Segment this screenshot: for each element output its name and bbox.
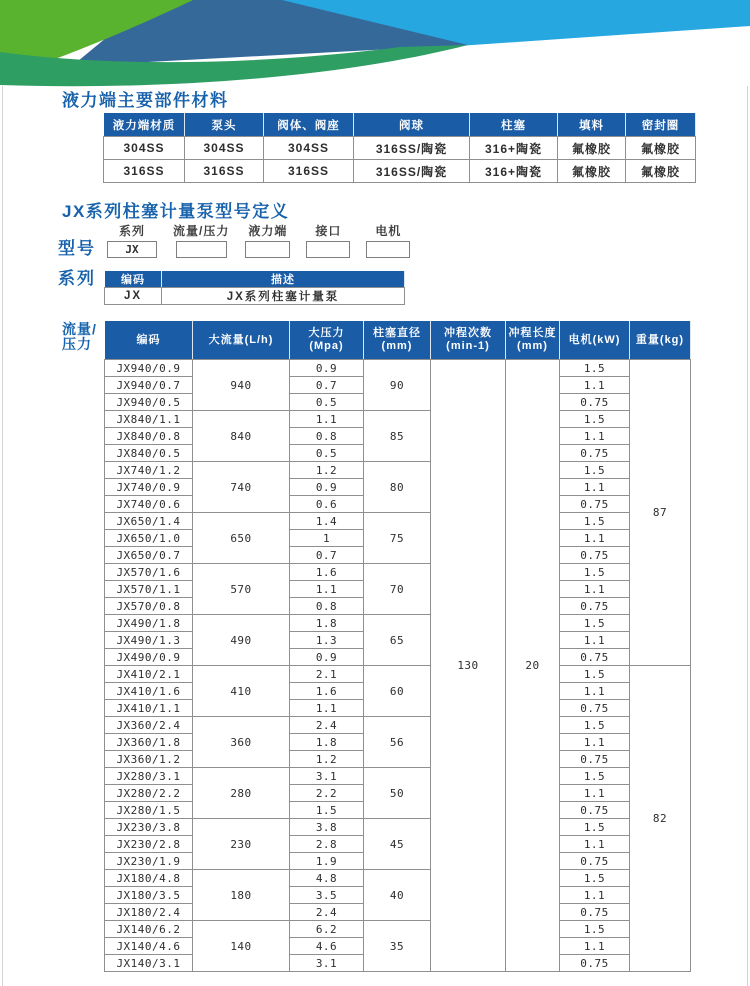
pump-code-cell: JX940/0.9 <box>105 360 193 377</box>
materials-cell: 316+陶瓷 <box>470 160 558 183</box>
motor-power-cell: 1.1 <box>560 530 630 547</box>
header-decoration-graphic <box>0 0 750 88</box>
plunger-diameter-cell: 50 <box>364 768 431 819</box>
flow-header-cell <box>630 321 691 360</box>
max-pressure-cell: 1.1 <box>290 581 364 598</box>
flow-data-row <box>105 870 691 887</box>
flow-header-line2: (min-1) <box>446 340 490 352</box>
plunger-diameter-cell: 65 <box>364 615 431 666</box>
pump-code-cell: JX840/0.5 <box>105 445 193 462</box>
materials-data-row <box>104 137 696 160</box>
max-pressure-cell: 2.4 <box>290 717 364 734</box>
model-field-box <box>366 241 410 258</box>
pump-code-cell: JX280/2.2 <box>105 785 193 802</box>
flow-data-row <box>105 921 691 938</box>
model-field-box <box>245 241 290 258</box>
plunger-diameter-cell: 35 <box>364 921 431 972</box>
materials-data-row <box>104 160 696 183</box>
motor-power-cell: 0.75 <box>560 598 630 615</box>
motor-power-cell: 1.1 <box>560 428 630 445</box>
max-pressure-cell: 0.8 <box>290 428 364 445</box>
materials-cell: 氟橡胶 <box>626 137 696 160</box>
flow-header-cell <box>193 321 290 360</box>
model-field-box: JX <box>107 241 157 258</box>
materials-header-cell: 泵头 <box>185 113 264 137</box>
max-pressure-cell: 1.6 <box>290 683 364 700</box>
weight-cell: 82 <box>630 666 691 972</box>
pump-code-cell: JX740/0.6 <box>105 496 193 513</box>
model-field <box>245 222 290 258</box>
plunger-diameter-cell: 60 <box>364 666 431 717</box>
max-pressure-cell: 1.2 <box>290 751 364 768</box>
max-pressure-cell: 1.8 <box>290 734 364 751</box>
pump-code-cell: JX140/4.6 <box>105 938 193 955</box>
max-flow-cell: 280 <box>193 768 290 819</box>
flow-header-cell <box>506 321 560 360</box>
flow-header-line1: 编码 <box>136 333 161 346</box>
flow-data-row <box>105 819 691 836</box>
materials-table <box>103 112 696 183</box>
page-left-edge-line <box>2 86 3 986</box>
pump-code-cell: JX140/3.1 <box>105 955 193 972</box>
series-header-description: 描述 <box>162 271 405 288</box>
model-field-label: 液力端 <box>248 224 288 238</box>
model-field <box>107 222 157 258</box>
pump-code-cell: JX570/0.8 <box>105 598 193 615</box>
model-code-diagram <box>58 222 426 258</box>
flow-pressure-table <box>104 320 691 972</box>
max-pressure-cell: 0.9 <box>290 360 364 377</box>
motor-power-cell: 0.75 <box>560 547 630 564</box>
max-pressure-cell: 1.9 <box>290 853 364 870</box>
max-pressure-cell: 1.5 <box>290 802 364 819</box>
max-pressure-cell: 0.9 <box>290 479 364 496</box>
max-flow-cell: 490 <box>193 615 290 666</box>
model-field-box <box>176 241 227 258</box>
pump-code-cell: JX230/3.8 <box>105 819 193 836</box>
materials-header-cell: 阀球 <box>354 113 470 137</box>
max-pressure-cell: 0.8 <box>290 598 364 615</box>
motor-power-cell: 1.5 <box>560 717 630 734</box>
flow-header-cell <box>431 321 506 360</box>
pump-code-cell: JX360/1.2 <box>105 751 193 768</box>
motor-power-cell: 0.75 <box>560 496 630 513</box>
max-pressure-cell: 0.5 <box>290 394 364 411</box>
pump-code-cell: JX840/0.8 <box>105 428 193 445</box>
max-pressure-cell: 4.8 <box>290 870 364 887</box>
series-header-code: 编码 <box>105 271 162 288</box>
flow-header-line1: 冲程次数 <box>444 327 492 339</box>
flow-data-row <box>105 411 691 428</box>
flow-header-line1: 大流量(L/h) <box>208 333 274 346</box>
max-pressure-cell: 0.6 <box>290 496 364 513</box>
flow-label-line1: 流量/ <box>62 321 97 337</box>
flow-header-cell <box>105 321 193 360</box>
pump-code-cell: JX280/1.5 <box>105 802 193 819</box>
max-pressure-cell: 1.1 <box>290 411 364 428</box>
series-code-cell: JX <box>105 288 162 305</box>
max-pressure-cell: 1.1 <box>290 700 364 717</box>
flow-header-line1: 重量(kg) <box>635 333 685 346</box>
materials-cell: 氟橡胶 <box>558 160 626 183</box>
materials-cell: 氟橡胶 <box>558 137 626 160</box>
max-flow-cell: 650 <box>193 513 290 564</box>
pump-code-cell: JX180/4.8 <box>105 870 193 887</box>
max-pressure-cell: 0.7 <box>290 377 364 394</box>
motor-power-cell: 1.5 <box>560 768 630 785</box>
max-flow-cell: 360 <box>193 717 290 768</box>
weight-cell: 87 <box>630 360 691 666</box>
model-field-label: 接口 <box>315 224 342 238</box>
max-flow-cell: 940 <box>193 360 290 411</box>
pump-code-cell: JX650/1.4 <box>105 513 193 530</box>
flow-data-row <box>105 360 691 377</box>
max-flow-cell: 230 <box>193 819 290 870</box>
plunger-diameter-cell: 80 <box>364 462 431 513</box>
motor-power-cell: 1.1 <box>560 785 630 802</box>
series-block <box>58 270 405 305</box>
max-pressure-cell: 2.8 <box>290 836 364 853</box>
pump-code-cell: JX840/1.1 <box>105 411 193 428</box>
materials-header-cell: 液力端材质 <box>104 113 185 137</box>
plunger-diameter-cell: 90 <box>364 360 431 411</box>
pump-code-cell: JX180/3.5 <box>105 887 193 904</box>
max-pressure-cell: 0.7 <box>290 547 364 564</box>
pump-code-cell: JX410/1.1 <box>105 700 193 717</box>
pump-code-cell: JX360/2.4 <box>105 717 193 734</box>
materials-cell: 316SS <box>264 160 354 183</box>
motor-power-cell: 0.75 <box>560 802 630 819</box>
max-pressure-cell: 6.2 <box>290 921 364 938</box>
motor-power-cell: 0.75 <box>560 751 630 768</box>
materials-header-row <box>104 113 696 137</box>
pump-code-cell: JX940/0.7 <box>105 377 193 394</box>
flow-data-row <box>105 666 691 683</box>
motor-power-cell: 0.75 <box>560 394 630 411</box>
stroke-frequency-cell: 130 <box>431 360 506 972</box>
flow-header-line1: 电机(kW) <box>568 333 621 346</box>
materials-header-cell: 阀体、阀座 <box>264 113 354 137</box>
model-definition-section-title: JX系列柱塞计量泵型号定义 <box>62 202 290 221</box>
pump-code-cell: JX490/1.3 <box>105 632 193 649</box>
pump-code-cell: JX360/1.8 <box>105 734 193 751</box>
motor-power-cell: 0.75 <box>560 904 630 921</box>
motor-power-cell: 1.5 <box>560 564 630 581</box>
pump-code-cell: JX140/6.2 <box>105 921 193 938</box>
flow-data-row <box>105 717 691 734</box>
flow-header-line1: 柱塞直径 <box>373 327 421 339</box>
motor-power-cell: 1.1 <box>560 479 630 496</box>
motor-power-cell: 1.1 <box>560 377 630 394</box>
max-pressure-cell: 3.1 <box>290 955 364 972</box>
model-fields <box>107 222 426 258</box>
model-field-box <box>306 241 350 258</box>
motor-power-cell: 1.5 <box>560 411 630 428</box>
motor-power-cell: 1.5 <box>560 513 630 530</box>
flow-label-line2: 压力 <box>62 336 92 352</box>
motor-power-cell: 1.1 <box>560 938 630 955</box>
materials-cell: 316SS/陶瓷 <box>354 160 470 183</box>
flow-data-row <box>105 462 691 479</box>
max-flow-cell: 140 <box>193 921 290 972</box>
max-pressure-cell: 2.2 <box>290 785 364 802</box>
max-pressure-cell: 1.3 <box>290 632 364 649</box>
materials-cell: 316SS <box>185 160 264 183</box>
max-pressure-cell: 0.5 <box>290 445 364 462</box>
materials-section-title: 液力端主要部件材料 <box>62 91 229 110</box>
max-pressure-cell: 1.4 <box>290 513 364 530</box>
plunger-diameter-cell: 56 <box>364 717 431 768</box>
pump-code-cell: JX740/1.2 <box>105 462 193 479</box>
motor-power-cell: 1.1 <box>560 734 630 751</box>
pump-code-cell: JX940/0.5 <box>105 394 193 411</box>
max-pressure-cell: 3.5 <box>290 887 364 904</box>
pump-code-cell: JX740/0.9 <box>105 479 193 496</box>
max-pressure-cell: 2.4 <box>290 904 364 921</box>
pump-code-cell: JX230/1.9 <box>105 853 193 870</box>
plunger-diameter-cell: 45 <box>364 819 431 870</box>
flow-data-row <box>105 513 691 530</box>
motor-power-cell: 1.5 <box>560 462 630 479</box>
flow-data-row <box>105 564 691 581</box>
flow-header-row <box>105 321 691 360</box>
flow-data-row <box>105 768 691 785</box>
motor-power-cell: 1.1 <box>560 632 630 649</box>
pump-code-cell: JX650/0.7 <box>105 547 193 564</box>
max-flow-cell: 410 <box>193 666 290 717</box>
model-row-label: 型号 <box>58 239 96 258</box>
flow-header-line1: 冲程长度 <box>508 327 557 339</box>
stroke-length-cell: 20 <box>506 360 560 972</box>
flow-header-cell <box>290 321 364 360</box>
pump-code-cell: JX410/2.1 <box>105 666 193 683</box>
max-flow-cell: 740 <box>193 462 290 513</box>
max-pressure-cell: 3.8 <box>290 819 364 836</box>
max-pressure-cell: 4.6 <box>290 938 364 955</box>
flow-header-line2: (Mpa) <box>309 340 344 352</box>
max-pressure-cell: 0.9 <box>290 649 364 666</box>
max-flow-cell: 180 <box>193 870 290 921</box>
materials-cell: 304SS <box>185 137 264 160</box>
motor-power-cell: 1.5 <box>560 360 630 377</box>
motor-power-cell: 1.5 <box>560 870 630 887</box>
max-flow-cell: 840 <box>193 411 290 462</box>
max-flow-cell: 570 <box>193 564 290 615</box>
pump-code-cell: JX650/1.0 <box>105 530 193 547</box>
motor-power-cell: 0.75 <box>560 649 630 666</box>
motor-power-cell: 1.5 <box>560 921 630 938</box>
motor-power-cell: 1.1 <box>560 836 630 853</box>
max-pressure-cell: 2.1 <box>290 666 364 683</box>
materials-cell: 316SS <box>104 160 185 183</box>
flow-header-line2: (mm) <box>517 340 548 352</box>
pump-code-cell: JX490/0.9 <box>105 649 193 666</box>
materials-cell: 氟橡胶 <box>626 160 696 183</box>
pump-code-cell: JX570/1.1 <box>105 581 193 598</box>
motor-power-cell: 1.1 <box>560 683 630 700</box>
pump-code-cell: JX410/1.6 <box>105 683 193 700</box>
model-field <box>306 222 350 258</box>
max-pressure-cell: 1 <box>290 530 364 547</box>
plunger-diameter-cell: 70 <box>364 564 431 615</box>
motor-power-cell: 0.75 <box>560 700 630 717</box>
model-field <box>366 222 410 258</box>
motor-power-cell: 0.75 <box>560 955 630 972</box>
max-pressure-cell: 1.8 <box>290 615 364 632</box>
materials-cell: 304SS <box>104 137 185 160</box>
model-field-label: 电机 <box>375 224 402 238</box>
model-field <box>173 222 229 258</box>
series-table <box>104 270 405 305</box>
motor-power-cell: 1.1 <box>560 887 630 904</box>
max-pressure-cell: 3.1 <box>290 768 364 785</box>
motor-power-cell: 1.5 <box>560 615 630 632</box>
plunger-diameter-cell: 40 <box>364 870 431 921</box>
motor-power-cell: 0.75 <box>560 445 630 462</box>
max-pressure-cell: 1.6 <box>290 564 364 581</box>
materials-header-cell: 填料 <box>558 113 626 137</box>
series-block-label: 系列 <box>58 269 96 288</box>
flow-pressure-block-label <box>62 322 97 352</box>
flow-data-row <box>105 615 691 632</box>
series-description-cell: JX系列柱塞计量泵 <box>162 288 405 305</box>
model-field-label: 系列 <box>118 224 145 238</box>
motor-power-cell: 1.1 <box>560 581 630 598</box>
pump-code-cell: JX280/3.1 <box>105 768 193 785</box>
pump-code-cell: JX490/1.8 <box>105 615 193 632</box>
flow-header-cell <box>364 321 431 360</box>
pump-code-cell: JX180/2.4 <box>105 904 193 921</box>
materials-cell: 316SS/陶瓷 <box>354 137 470 160</box>
flow-header-cell <box>560 321 630 360</box>
materials-cell: 304SS <box>264 137 354 160</box>
plunger-diameter-cell: 85 <box>364 411 431 462</box>
plunger-diameter-cell: 75 <box>364 513 431 564</box>
materials-cell: 316+陶瓷 <box>470 137 558 160</box>
motor-power-cell: 0.75 <box>560 853 630 870</box>
motor-power-cell: 1.5 <box>560 666 630 683</box>
model-field-label: 流量/压力 <box>173 224 230 238</box>
materials-header-cell: 柱塞 <box>470 113 558 137</box>
materials-header-cell: 密封圈 <box>626 113 696 137</box>
motor-power-cell: 1.5 <box>560 819 630 836</box>
flow-header-line1: 大压力 <box>308 327 345 339</box>
pump-code-cell: JX230/2.8 <box>105 836 193 853</box>
flow-header-line2: (mm) <box>381 340 413 352</box>
page-right-edge-line <box>747 86 748 986</box>
max-pressure-cell: 1.2 <box>290 462 364 479</box>
pump-code-cell: JX570/1.6 <box>105 564 193 581</box>
